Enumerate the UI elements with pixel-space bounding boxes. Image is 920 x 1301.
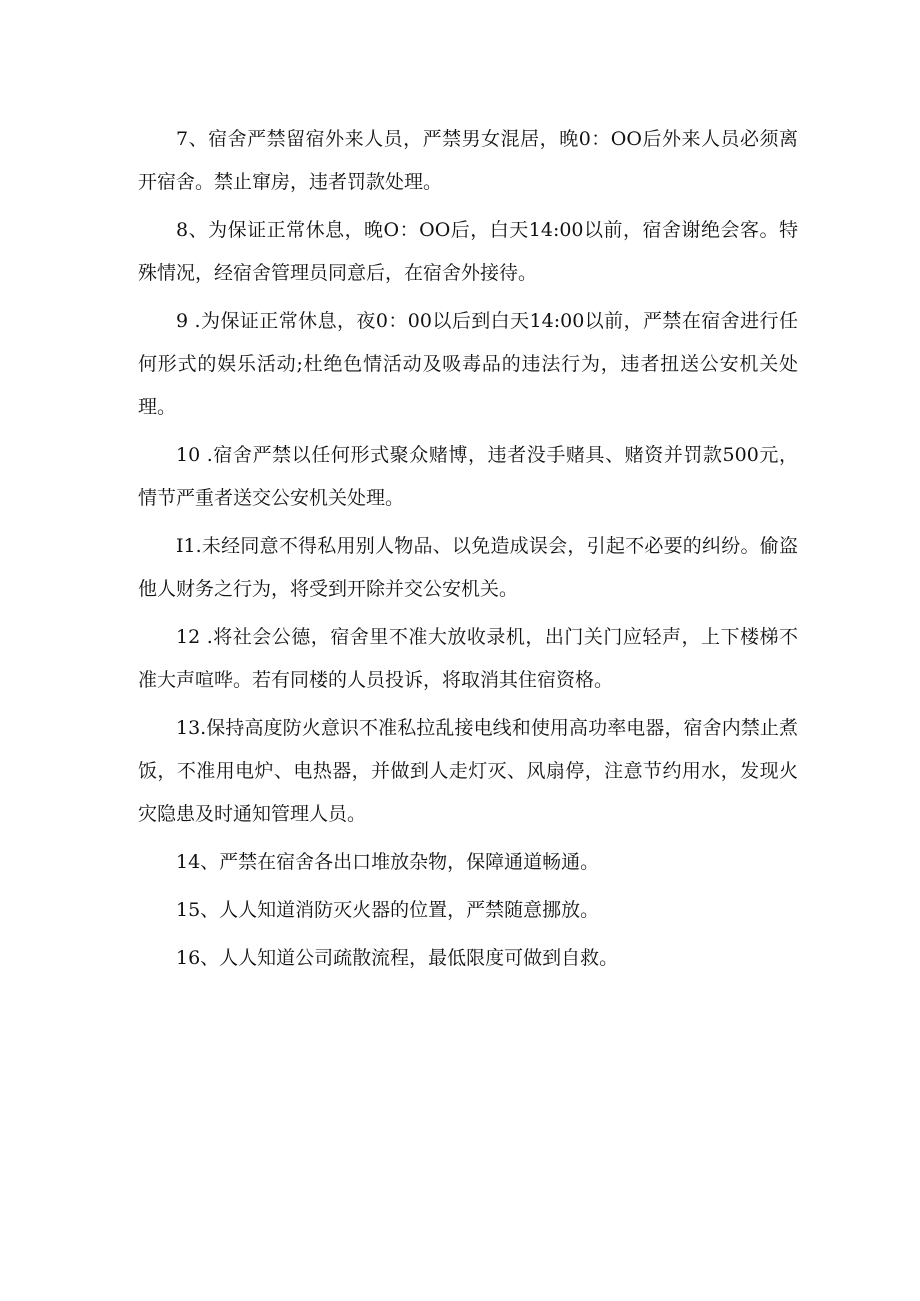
rule-paragraph-9: 9 .为保证正常休息，夜0：00以后到白天14:00以前，严禁在宿舍进行任何形式的娱乐活动;杜绝色情活动及吸毒品的违法行为，违者扭送公安机关处理。 — [138, 310, 798, 418]
rule-paragraph-16: 16、人人知道公司疏散流程，最低限度可做到自救。 — [176, 947, 619, 969]
rule-paragraph-11: I1.未经同意不得私用别人物品、以免造成误会，引起不必要的纠纷。偷盗他人财务之行为，将受到开除并交公安机关。 — [138, 535, 798, 600]
rule-paragraph-7: 7、宿舍严禁留宿外来人员，严禁男女混居，晚0：OO后外来人员必须离开宿舍。禁止窜房，违者罚款处理。 — [138, 128, 798, 193]
rule-paragraph-12: 12 .将社会公德，宿舍里不准大放收录机，出门关门应轻声，上下楼梯不准大声喧哗。若有同楼的人员投诉，将取消其住宿资格。 — [138, 626, 798, 691]
rule-paragraph-15: 15、人人知道消防灭火器的位置，严禁随意挪放。 — [176, 899, 600, 921]
rule-paragraph-8: 8、为保证正常休息，晚O：OO后，白天14:00以前，宿舍谢绝会客。特殊情况，经宿舍管理员同意后，在宿舍外接待。 — [138, 219, 798, 284]
rule-paragraph-14: 14、严禁在宿舍各出口堆放杂物，保障通道畅通。 — [176, 851, 600, 873]
document-page — [138, 118, 798, 985]
rule-paragraph-10: 10 .宿舍严禁以任何形式聚众赌博，违者没手赌具、赌资并罚款500元，情节严重者送交公安机关处理。 — [138, 444, 798, 509]
rule-paragraph-13: 13.保持高度防火意识不准私拉乱接电线和使用高功率电器，宿舍内禁止煮饭，不准用电炉、电热器，并做到人走灯灭、风扇停，注意节约用水，发现火灾隐患及时通知管理人员。 — [138, 717, 798, 825]
